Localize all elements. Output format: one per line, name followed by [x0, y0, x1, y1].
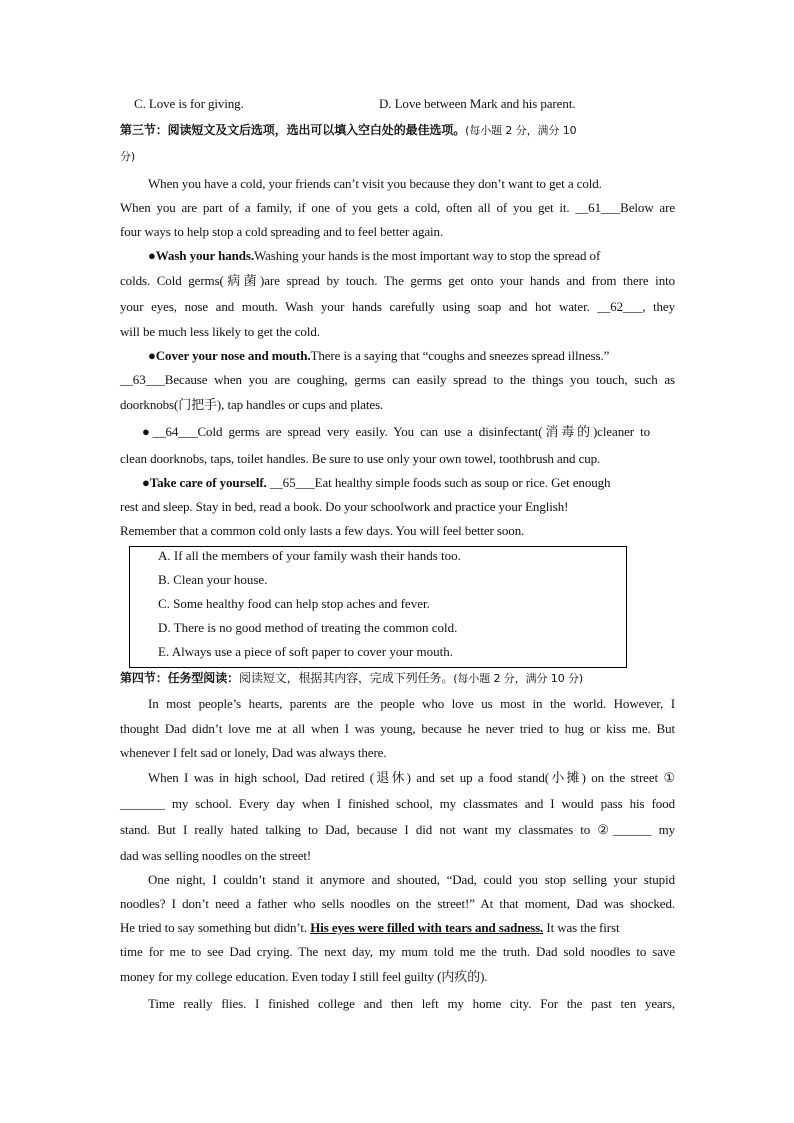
s3-bullet1-line3: your eyes, nose and mouth. Wash your hands carefully using soap and hot water. __62___, they	[120, 299, 675, 314]
s3-bullet1-line2: colds. Cold germs(病菌)are spread by touch. The germs get onto your hands and from there into	[120, 273, 675, 288]
s4-p3-line4: time for me to see Dad crying. The next day, my mum told me the truth. Dad sold noodles to save	[120, 944, 675, 959]
s4-p4-line1: Time really flies. I finished college and then left my home city. For the past ten years,	[148, 996, 675, 1011]
s3-bullet2-text: There is a saying that “coughs and sneezes spread illness.”	[310, 348, 610, 363]
section4-heading-rest: 阅读短文，根据其内容，完成下列任务。	[239, 671, 454, 685]
s4-p2-line2: _______ my school. Every day when I finished school, my classmates and I would pass his food	[120, 796, 675, 811]
section3-heading-note: (每小题 2 分，满分 10	[465, 124, 577, 137]
s3-bullet4-line3: Remember that a common cold only lasts a few days. You will feel better soon.	[120, 523, 525, 538]
section3-heading-title: 第三节：阅读短文及文后选项，选出可以填入空白处的最佳选项。	[120, 123, 466, 137]
s3-bullet1-line4: will be much less likely to get the cold.	[120, 324, 320, 339]
s3-p1-line2: When you are part of a family, if one of you gets a cold, often all of you get it. __61___Below are	[120, 200, 675, 215]
s3-bullet4-text: __65___Eat healthy simple foods such as soup or rice. Get enough	[266, 475, 611, 490]
s3-bullet2-line2: __63___Because when you are coughing, germs can easily spread to the things you touch, such as	[120, 372, 675, 387]
s3-bullet4-title: ●Take care of yourself.	[142, 475, 267, 490]
s3-bullet2-line1	[148, 347, 658, 365]
section4-heading-title: 第四节：任务型阅读：	[120, 671, 240, 685]
option-e: E. Always use a piece of soft paper to cover your mouth.	[158, 644, 453, 659]
section3-heading-note2: 分)	[120, 150, 136, 163]
option-c: C. Some healthy food can help stop aches and fever.	[158, 596, 430, 611]
section4-heading-note: (每小题 2 分，满分 10 分)	[453, 672, 584, 685]
option-d-prev: D. Love between Mark and his parent.	[379, 96, 576, 111]
s3-bullet3-line1: ●__64___Cold germs are spread very easily. You can use a disinfectant(消毒的)cleaner to	[142, 424, 650, 439]
s3-p1-line1: When you have a cold, your friends can’t visit you because they don’t want to get a cold.	[148, 176, 602, 191]
s4-p1-line3: whenever I felt sad or lonely, Dad was always there.	[120, 745, 387, 760]
option-a: A. If all the members of your family wash their hands too.	[158, 548, 461, 563]
s4-p2-line1: When I was in high school, Dad retired (退休) and set up a food stand(小摊) on the street ①	[148, 770, 675, 785]
s3-bullet4-line1	[142, 474, 662, 492]
section4-heading	[120, 669, 675, 688]
s4-p3-line3-end: It was the first	[543, 920, 620, 935]
option-d: D. There is no good method of treating the common cold.	[158, 620, 458, 635]
s4-p2-line3: stand. But I really hated talking to Dad, because I did not want my classmates to ②______ my	[120, 822, 675, 837]
s3-bullet2-line3: doorknobs(门把手), tap handles or cups and plates.	[120, 397, 384, 412]
s4-p3-line5: money for my college education. Even today I still feel guilty (内疚的).	[120, 969, 488, 984]
s4-p3-line3-start: He tried to say something but didn’t.	[120, 920, 311, 935]
s3-bullet1-line1	[148, 247, 648, 265]
s4-p1-line2: thought Dad didn’t love me at all when I was young, because he never tried to hug or kiss me. But	[120, 721, 675, 736]
option-c-prev: C. Love is for giving.	[134, 96, 244, 111]
s4-p3-line1: One night, I couldn’t stand it anymore and shouted, “Dad, could you stop selling your stupid	[148, 872, 675, 887]
s3-p1-line3: four ways to help stop a cold spreading and to feel better again.	[120, 224, 444, 239]
s4-p2-line4: dad was selling noodles on the street!	[120, 848, 312, 863]
s3-bullet1-title: ●Wash your hands.	[148, 248, 254, 263]
s3-bullet2-title: ●Cover your nose and mouth.	[148, 348, 311, 363]
s4-p3-line3	[120, 919, 675, 937]
option-b: B. Clean your house.	[158, 572, 268, 587]
s3-bullet4-line2: rest and sleep. Stay in bed, read a book. Do your schoolwork and practice your English!	[120, 499, 569, 514]
s3-bullet3-line2: clean doorknobs, taps, toilet handles. Be sure to use only your own towel, toothbrush and cup.	[120, 451, 601, 466]
underlined-sentence: His eyes were filled with tears and sadness.	[310, 920, 544, 935]
s4-p1-line1: In most people’s hearts, parents are the people who love us most in the world. However, I	[148, 696, 675, 711]
s4-p3-line2: noodles? I don’t need a father who sells noodles on the street!” At that moment, Dad was shocked.	[120, 896, 675, 911]
s3-bullet1-text: Washing your hands is the most important way to stop the spread of	[254, 248, 601, 263]
section3-heading	[120, 121, 675, 140]
